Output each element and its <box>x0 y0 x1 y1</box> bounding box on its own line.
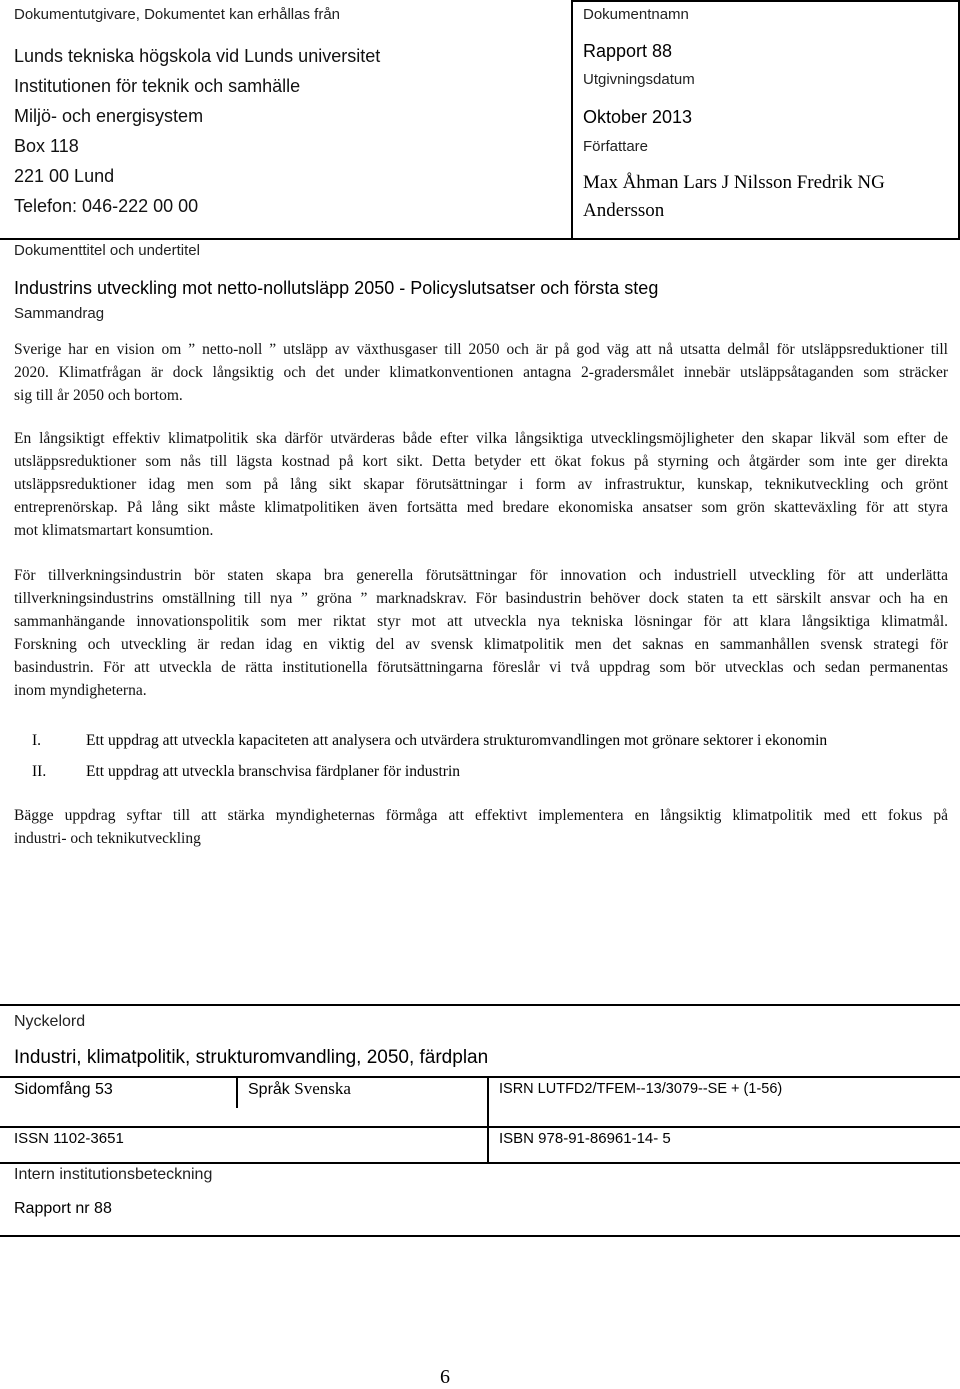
publisher-line: Box 118 <box>14 136 79 156</box>
publisher-label: Dokumentutgivare, Dokumentet kan erhållas från <box>14 6 341 23</box>
text-line: En långsiktigt effektiv klimatpolitik ska därför utvärderas både efter vilka långsiktiga utvecklingsmöjligheter den skapar likväl som efter de <box>14 430 948 447</box>
publisher-line: Lunds tekniska högskola vid Lunds universitet <box>14 46 381 66</box>
document-name-value: Rapport 88 <box>583 41 673 61</box>
column-divider <box>571 0 573 240</box>
publisher-line: Telefon: 046-222 00 00 <box>14 196 199 216</box>
publisher-line: Institutionen för teknik och samhälle <box>14 76 301 96</box>
list-item <box>0 760 960 783</box>
text-line: basindustrin. För att utveckla de rätta institutionella förutsättningarna föreslår vi två uppdrag som bör utvecklas och sedan permanentas <box>14 659 948 676</box>
text-line: entreprenörskap. På lång sikt måste klimatpolitiken även fortsätta med bredare ekonomiska ansatser som grön skatteväxling för att styra <box>14 499 948 516</box>
language-value: Svenska <box>294 1079 351 1098</box>
summary-paragraph-4 <box>14 804 948 850</box>
meta-bottom-border <box>0 1235 960 1237</box>
meta-row2-top-border <box>0 1126 960 1128</box>
document-name-label: Dokumentnamn <box>583 6 689 23</box>
text-line: utsläppsreduktioner som nås till lägsta kostnad på kort sikt. Detta betyder ett ökat fokus på styrning och åtgärder som inte ger direkta <box>14 453 948 470</box>
isrn-value: ISRN LUTFD2/TFEM--13/3079--SE + (1-56) <box>499 1081 783 1097</box>
text-line: tillverkningsindustrins omställning till nya ” gröna ” marknadskrav. För basindustrin behöver dock staten ta ett särskilt ansvar och ha en <box>14 590 948 607</box>
publish-date-label: Utgivningsdatum <box>583 71 695 88</box>
internal-value: Rapport nr 88 <box>14 1200 112 1217</box>
text-line: 2020. Klimatfrågan är dock långsiktig och det under klimatkonventionen antagna 2-gradersmålet innebär utsläppsåtaganden som sträcker <box>14 364 948 381</box>
list-item <box>0 729 960 752</box>
title-label: Dokumenttitel och undertitel <box>14 242 200 259</box>
meta-row3-top-border <box>0 1162 960 1164</box>
issn-value: ISSN 1102-3651 <box>14 1130 124 1147</box>
pages-label: Sidomfång <box>14 1081 91 1098</box>
text-line: sig till år 2050 och bortom. <box>14 387 183 404</box>
list-number: I. <box>32 732 42 749</box>
meta-divider-1 <box>236 1076 238 1108</box>
author-value-line: Andersson <box>583 200 665 221</box>
meta-divider-2 <box>487 1076 489 1164</box>
pages-value: 53 <box>94 1081 113 1098</box>
text-line: utsläppsreduktioner idag men som på lång sikt skapar förutsättningar i form av infrastruktur, kunskap, teknikutveckling och grönt <box>14 476 948 493</box>
pages-field <box>14 1081 113 1099</box>
publisher-line: 221 00 Lund <box>14 166 115 186</box>
publisher-line: Miljö- och energisystem <box>14 106 204 126</box>
text-line: För tillverkningsindustrin bör staten skapa bra generella förutsättningar för innovation och industriell utveckling för att underlätta <box>14 567 948 584</box>
publisher-address <box>14 41 380 221</box>
language-label: Språk <box>248 1081 290 1098</box>
language-field <box>248 1079 351 1099</box>
list-number: II. <box>32 763 47 780</box>
summary-paragraph-2 <box>14 427 948 542</box>
text-line: sammanhängande innovationspolitik som mer riktat styr mot att utveckla nya tekniska lösningar för att klara långsiktiga klimatmål. <box>14 613 948 630</box>
list-text: Ett uppdrag att utveckla kapaciteten att analysera och utvärdera strukturomvandlingen mot grönare sektorer i ekonomin <box>86 732 828 749</box>
summary-paragraph-1 <box>14 338 948 407</box>
list-text: Ett uppdrag att utveckla branschvisa färdplaner för industrin <box>86 763 461 780</box>
meta-row1-top-border <box>0 1076 960 1078</box>
keywords-value: Industri, klimatpolitik, strukturomvandling, 2050, färdplan <box>14 1047 489 1068</box>
header-bottom-border <box>0 238 960 240</box>
top-border <box>572 0 960 2</box>
document-title: Industrins utveckling mot netto-nollutsläpp 2050 - Policyslutsatser och första steg <box>14 278 659 298</box>
text-line: Bägge uppdrag syftar till att stärka myndigheternas förmåga att effektivt implementera en långsiktig klimatpolitik med ett fokus på <box>14 807 948 824</box>
author-label: Författare <box>583 138 649 155</box>
summary-label: Sammandrag <box>14 305 105 322</box>
internal-label: Intern institutionsbeteckning <box>14 1166 213 1183</box>
isbn-value: ISBN 978-91-86961-14- 5 <box>499 1130 671 1147</box>
keywords-top-border <box>0 1004 960 1006</box>
text-line: mot klimatsmartart konsumtion. <box>14 522 214 539</box>
publish-date-value: Oktober 2013 <box>583 107 693 127</box>
text-line: inom myndigheterna. <box>14 682 147 699</box>
text-line: Forskning och utveckling är redan idag en viktig del av svensk klimatpolitik men det saknas en sammanhållen svensk strategi för <box>14 636 948 653</box>
text-line: industri- och teknikutveckling <box>14 830 201 847</box>
summary-paragraph-3 <box>14 564 948 702</box>
page-number: 6 <box>440 1366 450 1388</box>
keywords-label: Nyckelord <box>14 1013 86 1030</box>
author-value-line: Max Åhman Lars J Nilsson Fredrik NG <box>583 172 885 193</box>
text-line: Sverige har en vision om ” netto-noll ” utsläpp av växthusgaser till 2050 och är på god väg att nå utsatta delmål för utsläppsreduktioner till <box>14 341 948 358</box>
